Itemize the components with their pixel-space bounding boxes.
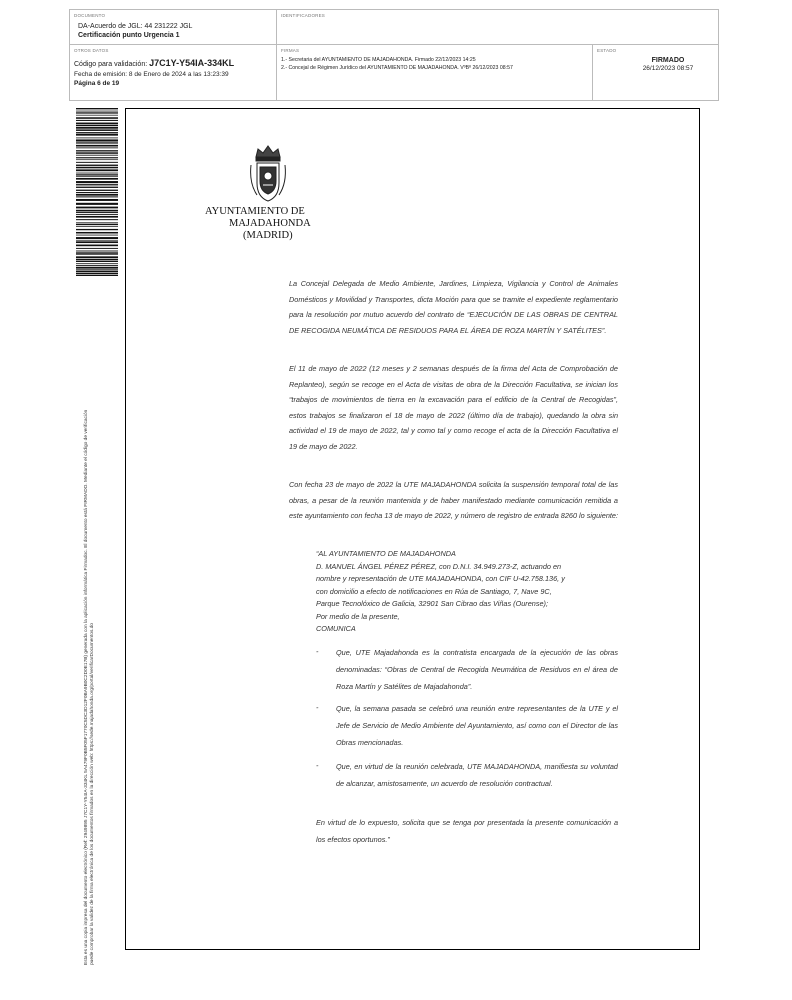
document-header [69, 9, 719, 101]
side-text-line2: puede comprobar la validez de la firma electrónica de los documentos firmados en la dirección web: https://sede.majadahonda.org/portal/verificarDocumentos.do [90, 622, 95, 965]
codigo-validacion [74, 58, 234, 68]
org-line1: AYUNTAMIENTO DE [205, 206, 305, 217]
quote-line: Parque Tecnolóxico de Galicia, 32901 San Cibrao das Viñas (Ourense); [316, 599, 549, 608]
paragraph-1: La Concejal Delegada de Medio Ambiente, Jardines, Limpieza, Vigilancia y Control de Animales Domésticos y Movilidad y Transportes, dicta Moción para que se tramite el expediente reglamentario para la resolución por mutuo acuerdo del contrato de “EJECUCIÓN DE LAS OBRAS DE CENTRAL DE RECOGIDA NEUMÁTICA DE RESIDUOS PARA EL ÁREA DE ROZA MARTÍN Y SATÉLITES”. [289, 279, 618, 335]
otros-datos-cell [70, 45, 277, 100]
list-item [316, 758, 618, 792]
quote-line: con domicilio a efecto de notificaciones en Rúa de Santiago, 7, Nave 9C, [316, 586, 552, 596]
organization-name [205, 206, 335, 242]
quote-line: Por medio de la presente, [316, 611, 400, 621]
org-line2: MAJADAHONDA [229, 218, 311, 229]
estado-cell [593, 45, 718, 100]
side-text-line1: Esta es una copia impresa del documento electrónico (Ref: 2949895 J7C1Y-Y54IA-334KL 5A479F0B5F05F1770C5DC3D12F0BA9B0C2D0E17B) generada con la aplicación informática Firmadoc. El documento está FIRMADO. Mediante el código de verificación [84, 409, 89, 965]
org-line3: (MADRID) [243, 230, 293, 241]
list-item-text: Que, la semana pasada se celebró una reunión entre representantes de la UTE y el Jefe de Servicio de Medio Ambiente del Ayuntamiento, así como con el Director de las Obras mencionadas. [336, 704, 618, 747]
list-item-text: Que, UTE Majadahonda es la contratista encargada de la ejecución de las obras denominadas: “Obras de Central de Recogida Neumática de Residuos en el área de Roza Martín y Satélites de Majadahonda”. [336, 648, 618, 691]
estado-label: ESTADO [597, 48, 617, 53]
codigo-prefix: Código para validación: [74, 61, 148, 68]
paragraph-2: El 11 de mayo de 2022 (12 meses y 2 semanas después de la firma del Acta de Comprobación de Replanteo), según se recoge en el Acta de visitas de obra de la Dirección Facultativa, se inician los “trabajos de movimientos de tierra en la excavación para el edificio de la Central de Recogidas”, estos trabajos se finalizaron el 18 de mayo de 2022 (último día de trabajo), quedando la obra sin actividad el 19 de mayo de 2022, tal y como tal y como recoge el acta de la Dirección Facultativa el 19 de mayo de 2022. [289, 364, 618, 451]
firmas-label: FIRMAS [281, 48, 300, 53]
closing-paragraph: En virtud de lo expuesto, solicita que se tenga por presentada la presente comunicación a los efectos oportunos.” [316, 818, 618, 844]
list-item [316, 644, 618, 695]
documento-line1: DA-Acuerdo de JGL: 44 231222 JGL [78, 23, 193, 30]
documento-line2: Certificación punto Urgencia 1 [78, 32, 180, 39]
estado-date: 26/12/2023 08:57 [642, 65, 694, 72]
quote-line: D. MANUEL ÁNGEL PÉREZ PÉREZ, con D.N.I. 34.949.273-Z, actuando en [316, 561, 562, 571]
pagina: Página 6 de 19 [74, 80, 120, 87]
list-item [316, 700, 618, 751]
bullet-dash: - [316, 647, 319, 656]
side-verification-text [84, 285, 96, 965]
documento-label: DOCUMENTO [74, 13, 106, 18]
estado-value: FIRMADO [651, 57, 685, 64]
otros-datos-label: OTROS DATOS [74, 48, 109, 53]
firma-2: 2.- Concejal de Régimen Jurídico del AYUNTAMIENTO DE MAJADAHONDA. VºBº 26/12/2023 08:57 [281, 65, 513, 71]
quote-line: COMUNICA [316, 624, 356, 633]
documento-cell [70, 10, 277, 45]
bullet-dash: - [316, 761, 319, 770]
firma-1: 1.- Secretaria del AYUNTAMIENTO DE MAJADAHONDA. Firmado 22/12/2023 14:25 [281, 57, 476, 63]
identificadores-cell [277, 10, 718, 45]
barcode-icon [76, 108, 118, 276]
quote-line: nombre y representación de UTE MAJADAHONDA, con CIF U-42.758.136, y [316, 574, 565, 583]
identificadores-label: IDENTIFICADORES [281, 13, 326, 18]
quote-line: “AL AYUNTAMIENTO DE MAJADAHONDA [316, 549, 456, 558]
paragraph-3: Con fecha 23 de mayo de 2022 la UTE MAJADAHONDA solicita la suspensión temporal total de las obras, a pesar de la reunión mantenida y de haber manifestado mediante comunicación remitida a este ayuntamiento con fecha 13 de mayo de 2022, y número de registro de entrada 8260 lo siguiente: [289, 480, 618, 520]
bullet-dash: - [316, 703, 319, 712]
list-item-text: Que, en virtud de la reunión celebrada, UTE MAJADAHONDA, manifiesta su voluntad de alcanzar, amistosamente, un acuerdo de resolución contractual. [336, 762, 618, 788]
firmas-cell [277, 45, 593, 100]
quoted-communication [316, 548, 618, 636]
coat-of-arms-icon [248, 143, 288, 205]
codigo-value[interactable]: J7C1Y-Y54IA-334KL [149, 58, 235, 68]
fecha-emision: Fecha de emisión: 8 de Enero de 2024 a las 13:23:39 [74, 71, 229, 78]
